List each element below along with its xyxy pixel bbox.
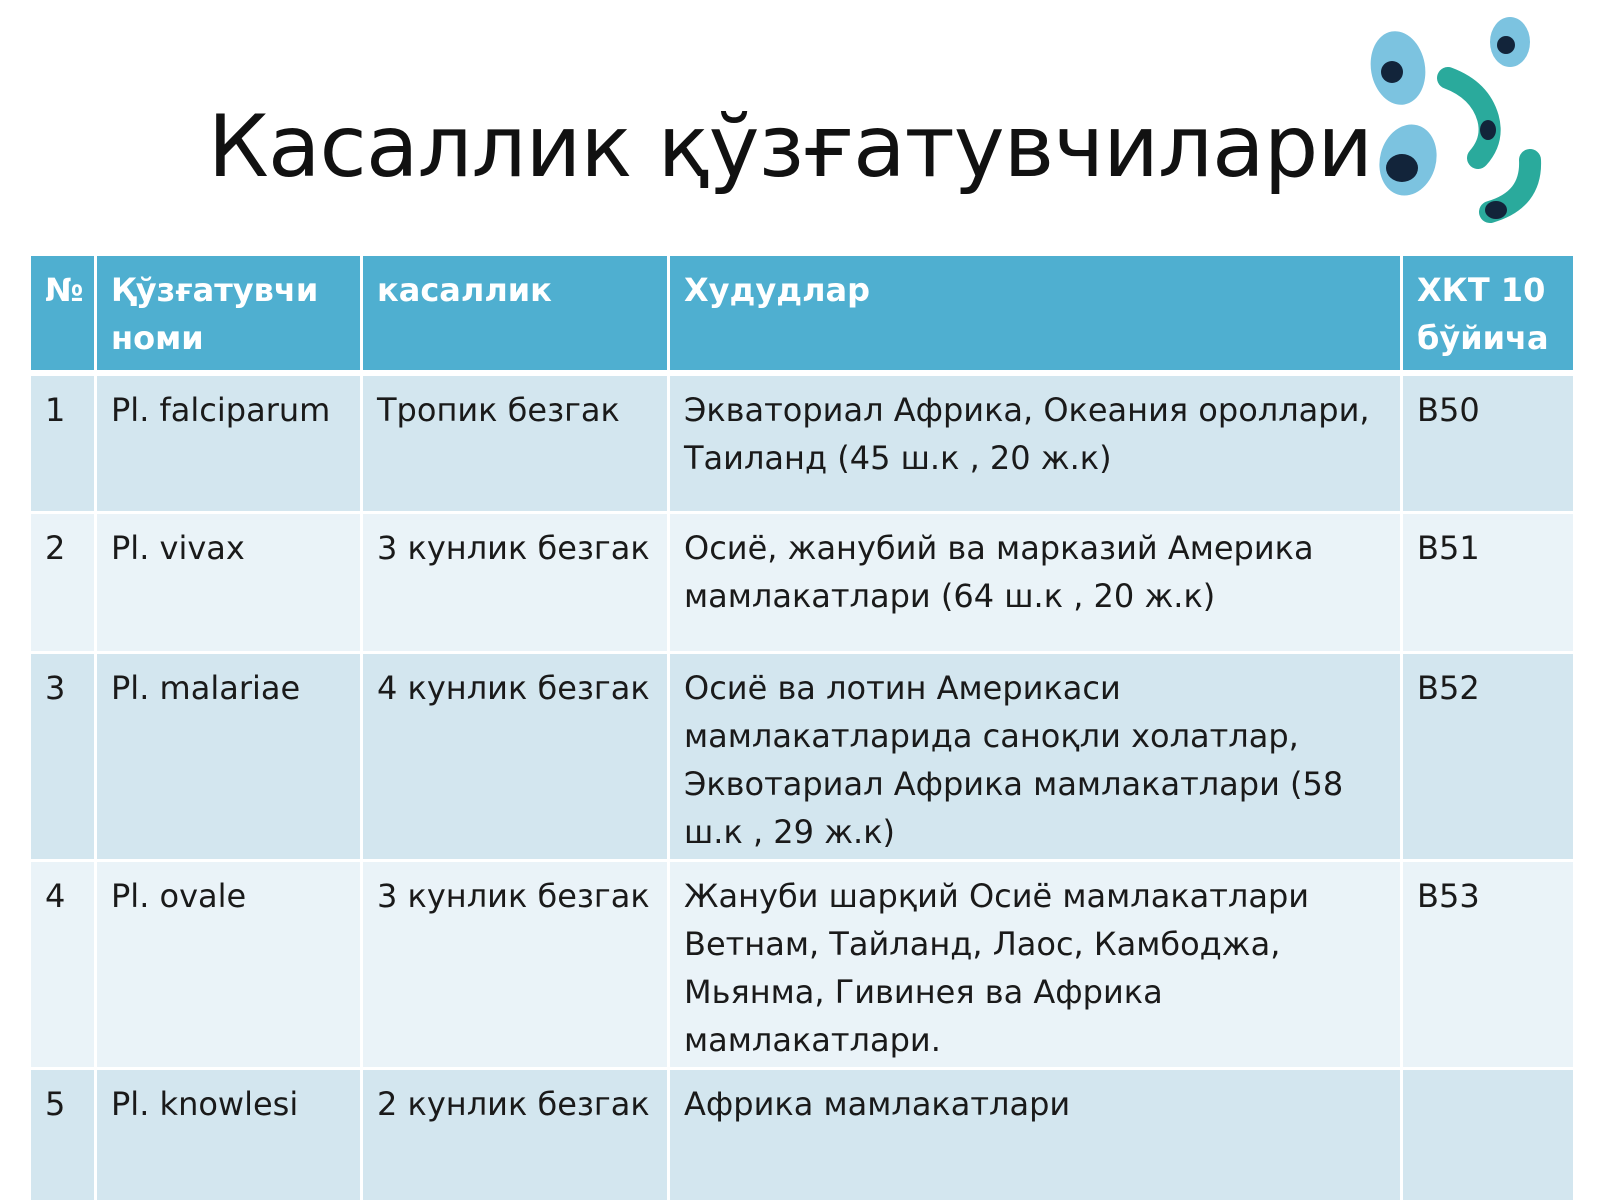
cell-number: 4 xyxy=(30,861,96,1069)
header-agent-name: Қўзғатувчи номи xyxy=(96,255,362,373)
cell-regions: Жануби шарқий Осиё мамлакатлари Ветнам, Тайланд, Лаос, Камбоджа, Мьянма, Гивинея ва Африка мамлакатлари. xyxy=(669,861,1402,1069)
cell-icd: B50 xyxy=(1402,373,1575,513)
table-row xyxy=(30,513,1575,653)
cell-number: 3 xyxy=(30,653,96,861)
bacteria-icon xyxy=(1370,10,1590,240)
cell-number: 1 xyxy=(30,373,96,513)
table-row xyxy=(30,653,1575,861)
cell-number: 5 xyxy=(30,1069,96,1200)
header-icd10: ХКТ 10 бўйича xyxy=(1402,255,1575,373)
table-row xyxy=(30,373,1575,513)
cell-regions: Осиё ва лотин Америкаси мамлакатларида саноқли холатлар, Эквотариал Африка мамлакатлари (58 ш.к , 29 ж.к) xyxy=(669,653,1402,861)
cell-agent: Pl. ovale xyxy=(96,861,362,1069)
cell-agent: Pl. knowlesi xyxy=(96,1069,362,1200)
cell-disease: 3 кунлик безгак xyxy=(362,861,669,1069)
cell-agent: Pl. malariae xyxy=(96,653,362,861)
cell-disease: 4 кунлик безгак xyxy=(362,653,669,861)
header-number: № xyxy=(30,255,96,373)
cell-icd xyxy=(1402,1069,1575,1200)
cell-icd: B53 xyxy=(1402,861,1575,1069)
cell-regions: Экваториал Африка, Океания ороллари, Таиланд (45 ш.к , 20 ж.к) xyxy=(669,373,1402,513)
cell-agent: Pl. falciparum xyxy=(96,373,362,513)
slide-title: Касаллик қўзғатувчилари xyxy=(207,97,1373,197)
cell-regions: Африка мамлакатлари xyxy=(669,1069,1402,1200)
table-row xyxy=(30,1069,1575,1200)
cell-disease: 2 кунлик безгак xyxy=(362,1069,669,1200)
cell-regions: Осиё, жанубий ва марказий Америка мамлакатлари (64 ш.к , 20 ж.к) xyxy=(669,513,1402,653)
cell-disease: 3 кунлик безгак xyxy=(362,513,669,653)
header-disease: касаллик xyxy=(362,255,669,373)
cell-icd: B51 xyxy=(1402,513,1575,653)
cell-icd: B52 xyxy=(1402,653,1575,861)
table-header-row xyxy=(30,255,1575,373)
header-regions: Худудлар xyxy=(669,255,1402,373)
table-row xyxy=(30,861,1575,1069)
cell-agent: Pl. vivax xyxy=(96,513,362,653)
cell-number: 2 xyxy=(30,513,96,653)
pathogen-table xyxy=(28,253,1573,1200)
cell-disease: Тропик безгак xyxy=(362,373,669,513)
